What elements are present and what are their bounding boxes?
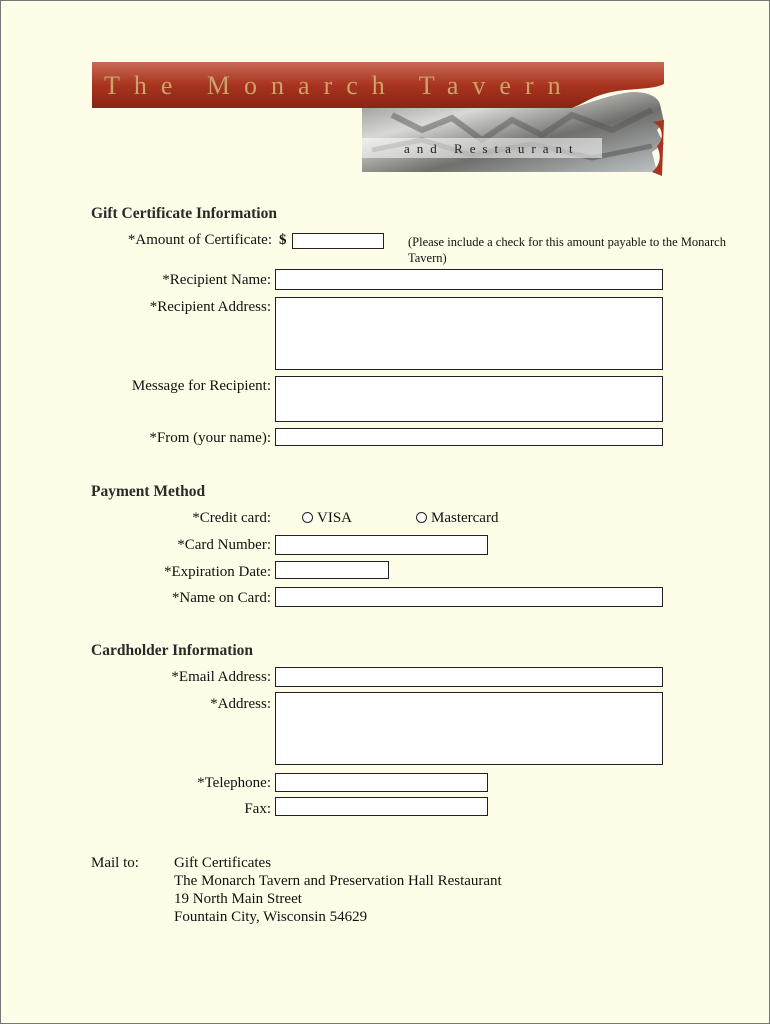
mail-address-line1: Gift Certificates bbox=[174, 855, 272, 871]
mail-address-line2: The Monarch Tavern and Preservation Hall Restaurant bbox=[174, 873, 502, 889]
visa-label: VISA bbox=[317, 510, 353, 526]
expiration-input[interactable] bbox=[275, 561, 389, 579]
address-label: *Address: bbox=[210, 696, 271, 712]
mastercard-label: Mastercard bbox=[431, 510, 499, 526]
mail-address-line3: 19 North Main Street bbox=[174, 891, 302, 907]
dollar-sign: $ bbox=[279, 232, 287, 248]
email-input[interactable] bbox=[275, 667, 663, 687]
recipient-address-textarea[interactable] bbox=[275, 297, 663, 370]
recipient-name-label: *Recipient Name: bbox=[162, 272, 271, 288]
gift-section-heading: Gift Certificate Information bbox=[91, 205, 277, 222]
mail-to-label: Mail to: bbox=[91, 855, 139, 871]
mail-address-line4: Fountain City, Wisconsin 54629 bbox=[174, 909, 368, 925]
from-input[interactable] bbox=[275, 428, 663, 446]
logo-title-text: The Monarch Tavern bbox=[104, 71, 575, 100]
fax-input[interactable] bbox=[275, 797, 488, 816]
telephone-label: *Telephone: bbox=[197, 775, 271, 791]
name-on-card-label: *Name on Card: bbox=[171, 590, 271, 606]
amount-input[interactable] bbox=[292, 233, 384, 249]
expiration-label: *Expiration Date: bbox=[163, 564, 271, 580]
credit-card-label: *Credit card: bbox=[192, 510, 271, 526]
email-label: *Email Address: bbox=[171, 669, 271, 685]
recipient-name-input[interactable] bbox=[275, 269, 663, 290]
recipient-address-label: *Recipient Address: bbox=[149, 299, 271, 315]
telephone-input[interactable] bbox=[275, 773, 488, 792]
address-textarea[interactable] bbox=[275, 692, 663, 765]
name-on-card-input[interactable] bbox=[275, 587, 663, 607]
cardholder-section-heading: Cardholder Information bbox=[91, 642, 254, 659]
card-number-label: *Card Number: bbox=[177, 537, 271, 553]
visa-radio[interactable] bbox=[302, 512, 313, 523]
payment-section-heading: Payment Method bbox=[91, 483, 206, 500]
message-textarea[interactable] bbox=[275, 376, 663, 422]
logo-subtitle-text: and Restaurant bbox=[404, 141, 580, 156]
amount-label: *Amount of Certificate: bbox=[127, 232, 272, 248]
monarch-tavern-logo bbox=[92, 60, 664, 176]
card-number-input[interactable] bbox=[275, 535, 488, 555]
fax-label: Fax: bbox=[244, 801, 271, 817]
message-label: Message for Recipient: bbox=[131, 378, 271, 394]
from-label: *From (your name): bbox=[149, 430, 271, 446]
amount-note: (Please include a check for this amount payable to the Monarch Tavern) bbox=[408, 235, 726, 265]
mastercard-radio[interactable] bbox=[416, 512, 427, 523]
